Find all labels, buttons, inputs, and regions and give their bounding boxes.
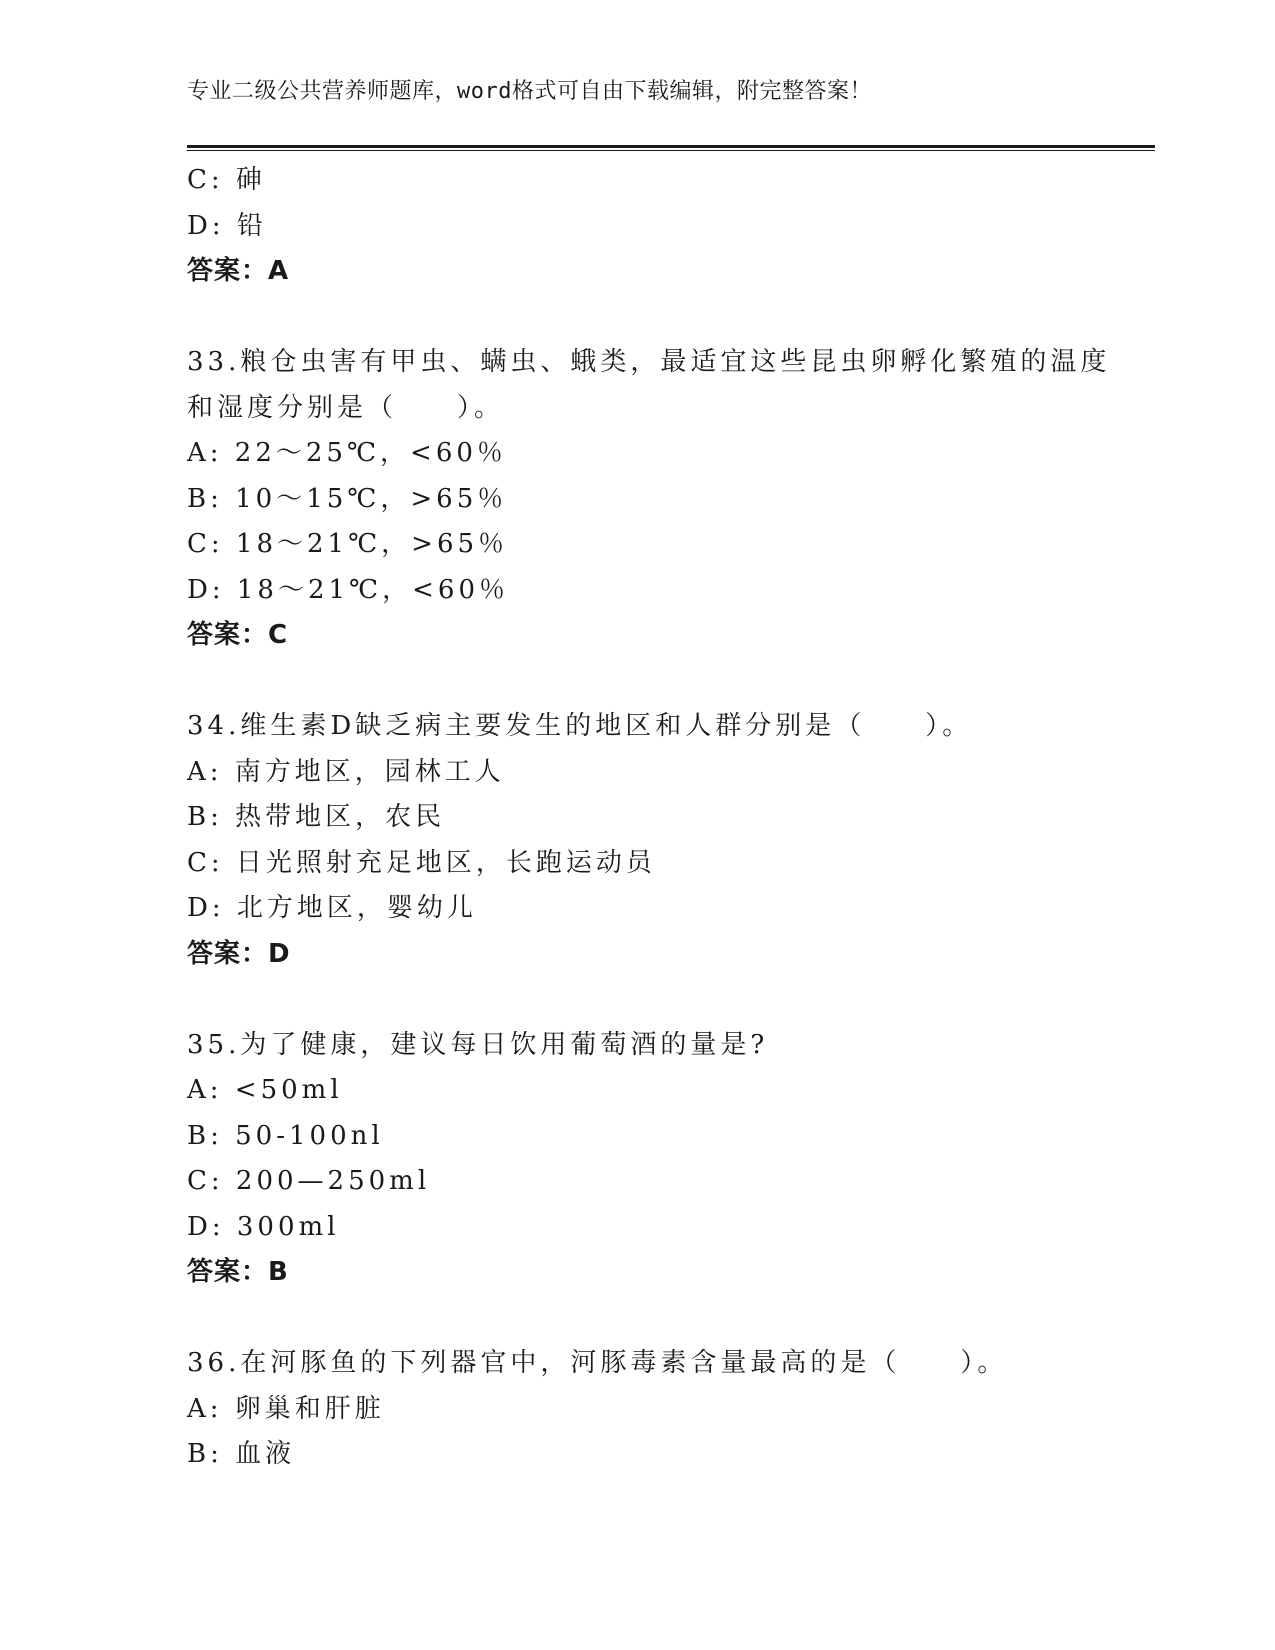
- option-a: A: <50ml: [187, 1075, 343, 1105]
- option-b: B: 热带地区，农民: [187, 802, 446, 832]
- answer-label: 答案：B: [187, 1257, 289, 1287]
- question-stem: 和湿度分别是（ ）。: [187, 392, 505, 423]
- option-b: B: 10～15℃，>65％: [187, 483, 508, 514]
- option-d: D: 铅: [187, 210, 267, 241]
- option-b: B: 血液: [187, 1439, 296, 1469]
- option-a: A: 卵巢和肝脏: [187, 1393, 385, 1424]
- option-a: A: 南方地区，园林工人: [187, 756, 505, 787]
- option-d: D: 18～21℃，<60％: [187, 574, 509, 605]
- answer-label: 答案：C: [187, 620, 289, 650]
- header-divider: [187, 145, 1155, 148]
- option-b: B: 50-100nl: [187, 1120, 384, 1151]
- option-d: D: 北方地区，婴幼儿: [187, 893, 477, 923]
- spacer: [187, 659, 1087, 705]
- spacer: [187, 1296, 1087, 1342]
- answer-label: 答案：A: [187, 256, 290, 286]
- question-list: [187, 158, 1111, 1478]
- option-a: A: 22～25℃，<60％: [187, 438, 507, 468]
- question-stem: 33.粮仓虫害有甲虫、螨虫、蛾类，最适宜这些昆虫卵孵化繁殖的温度: [187, 347, 1111, 377]
- option-c: C: 日光照射充足地区，长跑运动员: [187, 847, 656, 878]
- option-c: C: 200—250ml: [187, 1166, 431, 1196]
- page-header: 专业二级公共营养师题库，word格式可自由下载编辑，附完整答案！: [187, 79, 872, 104]
- question-stem: 36.在河豚鱼的下列器官中，河豚毒素含量最高的是（ ）。: [187, 1348, 1008, 1378]
- question-stem: 34.维生素D缺乏病主要发生的地区和人群分别是（ ）。: [187, 711, 973, 741]
- option-d: D: 300ml: [187, 1211, 340, 1242]
- question-stem: 35.为了健康，建议每日饮用葡萄酒的量是?: [187, 1029, 769, 1060]
- answer-label: 答案：D: [187, 938, 291, 969]
- spacer: [187, 295, 1087, 341]
- spacer: [187, 977, 1087, 1023]
- option-c: C: 18～21℃，>65％: [187, 529, 509, 559]
- option-c: C: 砷: [187, 165, 266, 195]
